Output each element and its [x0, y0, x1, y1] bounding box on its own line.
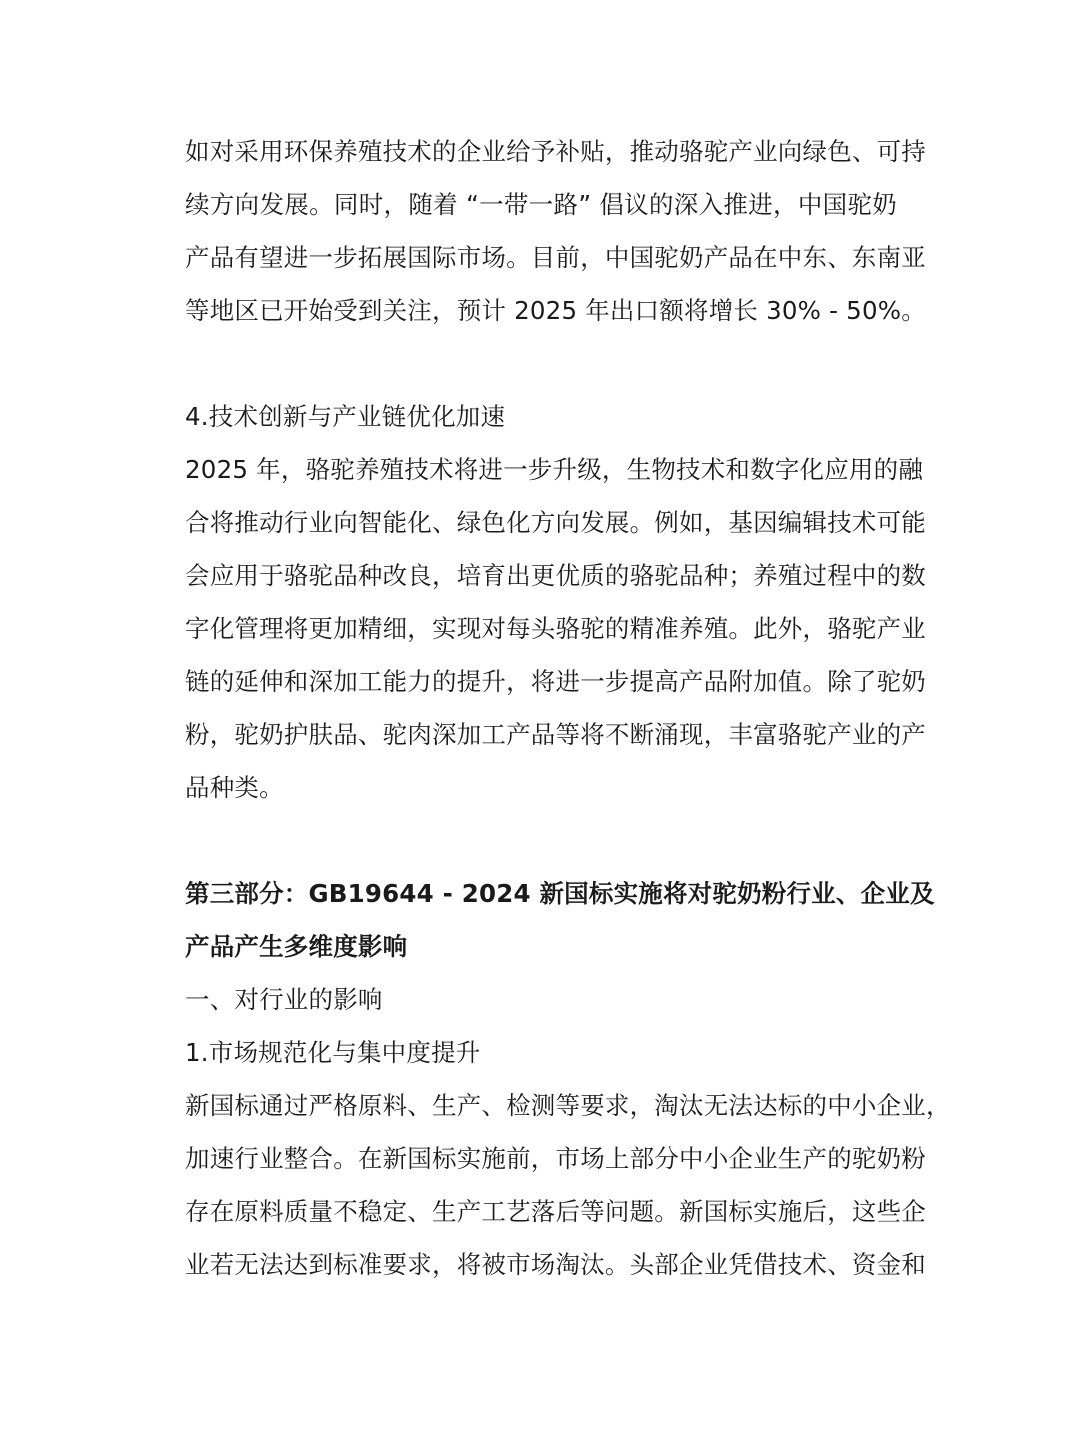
text-line: 链的延伸和深加工能力的提升，将进一步提高产品附加值。除了驼奶: [185, 667, 926, 696]
text-line: 新国标通过严格原料、生产、检测等要求，淘汰无法达标的中小企业，: [185, 1091, 951, 1120]
item-heading: 1.市场规范化与集中度提升: [185, 1038, 481, 1067]
text-line: 加速行业整合。在新国标实施前，市场上部分中小企业生产的驼奶粉: [185, 1144, 926, 1173]
part-title: 第三部分：GB19644 - 2024 新国标实施将对驼奶粉行业、企业及: [185, 879, 935, 908]
text-line: 粉，驼奶护肤品、驼肉深加工产品等将不断涌现，丰富骆驼产业的产: [185, 720, 926, 749]
text-line: 等地区已开始受到关注，预计 2025 年出口额将增长 30% - 50%。: [185, 296, 926, 325]
part-title: 产品产生多维度影响: [185, 932, 408, 961]
text-line: 业若无法达到标准要求，将被市场淘汰。头部企业凭借技术、资金和: [185, 1250, 926, 1279]
text-line: 如对采用环保养殖技术的企业给予补贴，推动骆驼产业向绿色、可持: [185, 137, 926, 166]
subheading: 一、对行业的影响: [185, 985, 383, 1014]
paragraph-export-outlook: [185, 125, 926, 337]
section-tech-innovation: [185, 390, 926, 814]
text-line: 会应用于骆驼品种改良，培育出更优质的骆驼品种；养殖过程中的数: [185, 561, 926, 590]
section-heading: 4.技术创新与产业链优化加速: [185, 402, 506, 431]
text-line: 2025 年，骆驼养殖技术将进一步升级，生物技术和数字化应用的融: [185, 455, 924, 484]
text-line: 续方向发展。同时，随着 “一带一路” 倡议的深入推进，中国驼奶: [185, 190, 897, 219]
text-line: 产品有望进一步拓展国际市场。目前，中国驼奶产品在中东、东南亚: [185, 243, 926, 272]
text-line: 品种类。: [185, 773, 284, 802]
paragraph-gap: [185, 337, 897, 390]
document-page: [185, 125, 951, 1291]
paragraph-gap: [185, 814, 897, 867]
text-line: 合将推动行业向智能化、绿色化方向发展。例如，基因编辑技术可能: [185, 508, 926, 537]
part-three: [185, 867, 951, 1291]
text-line: 存在原料质量不稳定、生产工艺落后等问题。新国标实施后，这些企: [185, 1197, 926, 1226]
text-line: 字化管理将更加精细，实现对每头骆驼的精准养殖。此外，骆驼产业: [185, 614, 926, 643]
